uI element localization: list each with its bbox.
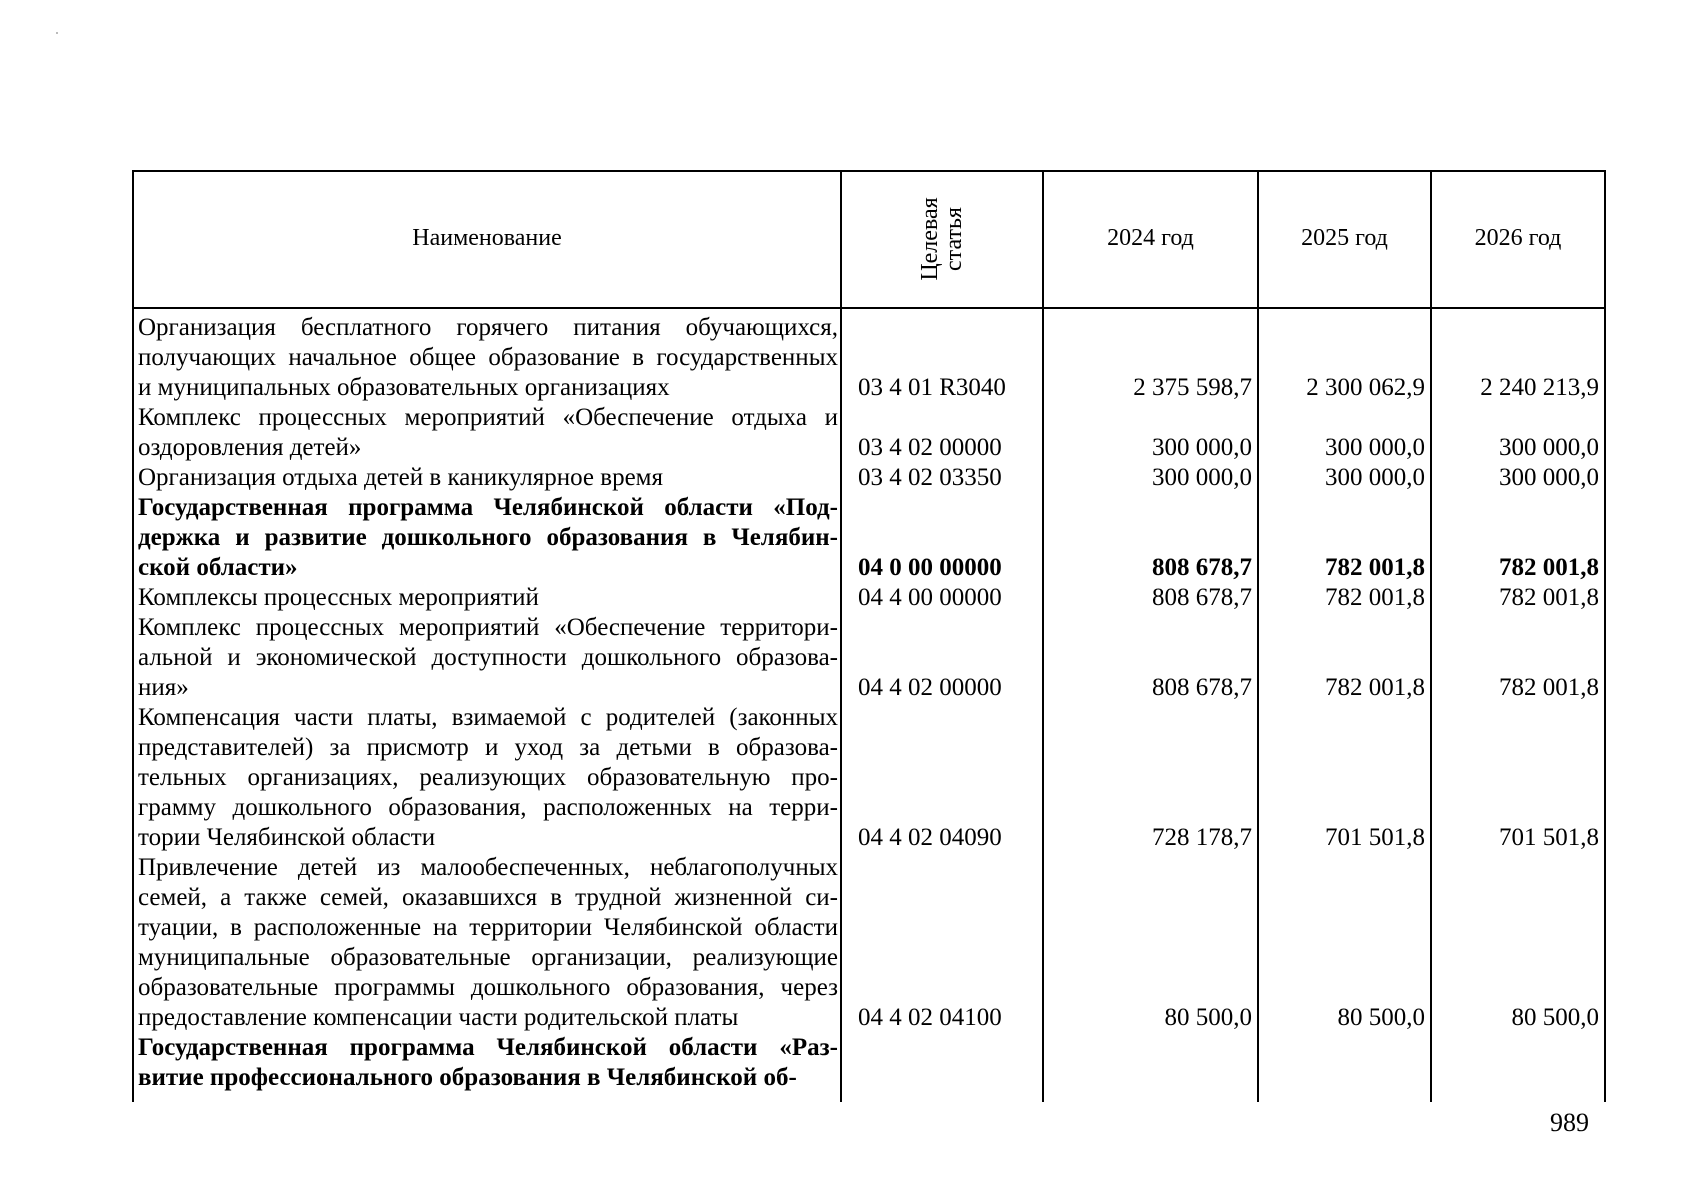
row-name-line: муниципальные образовательные организации, реализующие: [138, 944, 838, 971]
row-name-line: представителей) за присмотр и уход за детьми в образова-: [138, 734, 838, 761]
row-target-code: 04 4 02 00000: [858, 674, 1002, 701]
row-target-code: 04 4 02 04090: [858, 824, 1002, 851]
row-value-2024: 808 678,7: [1152, 584, 1252, 611]
row-value-2025: 300 000,0: [1325, 464, 1425, 491]
row-value-2026: 782 001,8: [1499, 554, 1599, 581]
row-value-2024: 808 678,7: [1152, 674, 1252, 701]
row-target-code: 03 4 02 00000: [858, 434, 1002, 461]
row-name-line: туации, в расположенные на территории Челябинской области: [138, 914, 838, 941]
row-value-2025: 300 000,0: [1325, 434, 1425, 461]
table-row: [132, 613, 1606, 703]
row-name-line: Комплекс процессных мероприятий «Обеспечение территори-: [138, 614, 838, 641]
header-2024: 2024 год: [1107, 225, 1194, 251]
row-value-2024: 2 375 598,7: [1133, 374, 1252, 401]
row-name: [138, 493, 838, 583]
row-target-code: 04 0 00 00000: [858, 554, 1002, 581]
row-name: [138, 463, 838, 493]
row-name-line: получающих начальное общее образование в государственных: [138, 344, 838, 371]
header-bottom-border: [132, 307, 1606, 309]
header-2026: 2026 год: [1474, 225, 1562, 251]
row-target-code: 03 4 02 03350: [858, 464, 1002, 491]
row-name-line: Государственная программа Челябинской области «Раз-: [138, 1034, 838, 1061]
row-value-2025: 782 001,8: [1325, 674, 1425, 701]
table-row: [132, 493, 1606, 583]
row-name-line: оздоровления детей»: [138, 434, 362, 461]
row-name-line: ния»: [138, 674, 189, 701]
row-value-2026: 80 500,0: [1511, 1004, 1599, 1031]
row-value-2025: 2 300 062,9: [1306, 374, 1425, 401]
table-row: [132, 1033, 1606, 1093]
row-value-2026: 300 000,0: [1499, 464, 1599, 491]
row-name: [138, 313, 838, 403]
row-value-2024: 300 000,0: [1152, 464, 1252, 491]
row-name-line: Организация отдыха детей в каникулярное время: [138, 464, 663, 491]
row-value-2026: 701 501,8: [1499, 824, 1599, 851]
header-2025: 2025 год: [1301, 225, 1388, 251]
row-name-line: альной и экономической доступности дошкольного образова-: [138, 644, 838, 671]
row-target-code: 03 4 01 R3040: [858, 374, 1006, 401]
row-name-line: Комплексы процессных мероприятий: [138, 584, 539, 611]
table-row: [132, 403, 1606, 463]
row-name-line: семей, а также семей, оказавшихся в трудной жизненной си-: [138, 884, 838, 911]
row-name-line: Компенсация части платы, взимаемой с родителей (законных: [138, 704, 838, 731]
table-row: [132, 703, 1606, 853]
row-value-2024: 808 678,7: [1152, 554, 1252, 581]
row-value-2024: 300 000,0: [1152, 434, 1252, 461]
header-target-cell: [842, 170, 1042, 307]
row-name-line: образовательные программы дошкольного образования, через: [138, 974, 838, 1001]
row-value-2025: 782 001,8: [1325, 584, 1425, 611]
row-name-line: тельных организациях, реализующих образовательную про-: [138, 764, 838, 791]
row-name: [138, 613, 838, 703]
row-target-code: 04 4 00 00000: [858, 584, 1002, 611]
table-row: [132, 583, 1606, 613]
row-name: [138, 1033, 838, 1093]
budget-table: [132, 170, 1606, 1102]
row-value-2025: 701 501,8: [1325, 824, 1425, 851]
page-number: 989: [1550, 1108, 1589, 1137]
scan-speck: [56, 32, 58, 34]
row-name-line: Организация бесплатного горячего питания обучающихся,: [138, 314, 838, 341]
row-value-2026: 2 240 213,9: [1480, 374, 1599, 401]
header-target: Целевая статья: [917, 196, 967, 281]
row-name-line: Комплекс процессных мероприятий «Обеспечение отдыха и: [138, 404, 838, 431]
row-name-line: ской области»: [138, 554, 298, 581]
row-name: [138, 583, 838, 613]
header-name: Наименование: [412, 225, 562, 251]
row-value-2025: 80 500,0: [1337, 1004, 1425, 1031]
row-name-line: тории Челябинской области: [138, 824, 436, 851]
row-name-line: предоставление компенсации части родительской платы: [138, 1004, 739, 1031]
row-value-2026: 300 000,0: [1499, 434, 1599, 461]
row-name-line: Привлечение детей из малообеспеченных, неблагополучных: [138, 854, 838, 881]
row-name: [138, 703, 838, 853]
row-name: [138, 853, 838, 1033]
row-value-2026: 782 001,8: [1499, 674, 1599, 701]
row-name-line: держка и развитие дошкольного образования в Челябин-: [138, 524, 838, 551]
row-target-code: 04 4 02 04100: [858, 1004, 1002, 1031]
row-name-line: Государственная программа Челябинской области «Под-: [138, 494, 838, 521]
table-row: [132, 463, 1606, 493]
row-name-line: витие профессионального образования в Челябинской об-: [138, 1064, 797, 1091]
row-name: [138, 403, 838, 463]
row-value-2024: 728 178,7: [1152, 824, 1252, 851]
row-name-line: грамму дошкольного образования, расположенных на терри-: [138, 794, 838, 821]
row-value-2026: 782 001,8: [1499, 584, 1599, 611]
table-row: [132, 853, 1606, 1033]
row-name-line: и муниципальных образовательных организациях: [138, 374, 670, 401]
row-value-2024: 80 500,0: [1164, 1004, 1252, 1031]
table-row: [132, 313, 1606, 403]
row-value-2025: 782 001,8: [1325, 554, 1425, 581]
